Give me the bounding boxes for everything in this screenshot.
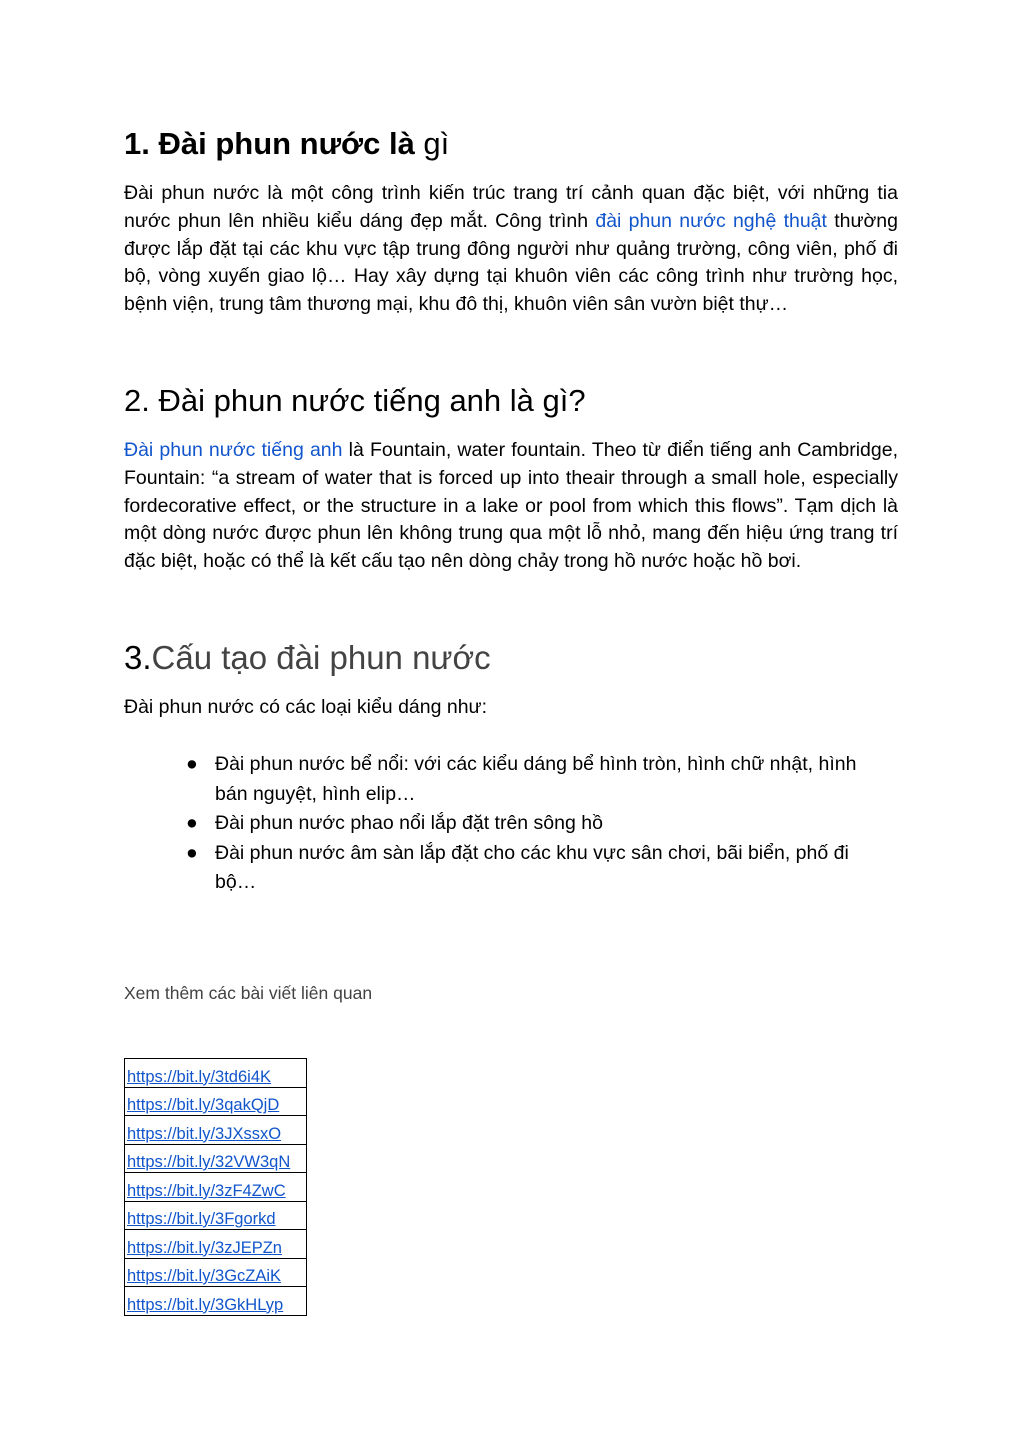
- heading-section-3: [124, 636, 491, 680]
- bullet-list: [186, 750, 866, 898]
- list-item-text: Đài phun nước phao nổi lắp đặt trên sông hồ: [215, 812, 603, 834]
- related-link[interactable]: https://bit.ly/32VW3qN: [127, 1153, 291, 1171]
- table-row: [125, 1173, 307, 1202]
- list-item: [186, 750, 866, 809]
- table-cell: [125, 1173, 307, 1202]
- related-link[interactable]: https://bit.ly/3qakQjD: [127, 1096, 280, 1114]
- table-row: [125, 1258, 307, 1287]
- table-cell: [125, 1230, 307, 1259]
- table-cell: [125, 1087, 307, 1116]
- bullet-icon: ●: [186, 812, 198, 834]
- heading-section-3-text: Cấu tạo đài phun nước: [151, 639, 491, 676]
- table-row: [125, 1116, 307, 1145]
- related-links-table: [124, 1058, 307, 1316]
- related-link[interactable]: https://bit.ly/3zJEPZn: [127, 1238, 282, 1257]
- paragraph-section-2: [124, 437, 898, 576]
- list-item-text: Đài phun nước âm sàn lắp đặt cho các khu vực sân chơi, bãi biển, phố đi bộ…: [215, 841, 849, 893]
- bullet-icon: ●: [186, 841, 198, 864]
- bullet-icon: ●: [186, 753, 198, 775]
- table-cell: [125, 1144, 307, 1173]
- table-row: [125, 1201, 307, 1230]
- table-row: [125, 1144, 307, 1173]
- paragraph-text: là Fountain, water fountain. Theo từ điển tiếng anh Cambridge, Fountain: “a stream of water that is forced up into theair through a small hole, especially fordecorative effect, or the structure in a lake or pool from which this flows”. Tạm dịch là một dòng nước được phun lên không trung qua một lỗ nhỏ, mang đến hiệu ứng trang trí đặc biệt, hoặc có thể là kết cấu tạo nên dòng chảy trong hồ nước hoặc hồ bơi.: [124, 439, 898, 573]
- related-link[interactable]: https://bit.ly/3GcZAiK: [127, 1267, 282, 1285]
- list-item: [186, 839, 866, 898]
- paragraph-section-3-intro: Đài phun nước có các loại kiểu dáng như:: [124, 696, 488, 718]
- related-link[interactable]: https://bit.ly/3GkHLyp: [127, 1295, 284, 1314]
- table-cell: [125, 1116, 307, 1145]
- heading-section-2: 2. Đài phun nước tiếng anh là gì?: [124, 383, 586, 418]
- heading-section-1-rest: gì: [414, 126, 450, 161]
- paragraph-text: Đài phun nước là một công trình kiến trúc trang trí cảnh quan đặc biệt, với những tia nước phun lên nhiều kiểu dáng đẹp mắt. Công trình: [124, 182, 898, 232]
- table-row: [125, 1059, 307, 1088]
- table-cell: [125, 1258, 307, 1287]
- link-dai-phun-nuoc-nghe-thuat[interactable]: đài phun nước nghệ thuật: [595, 209, 827, 232]
- paragraph-section-1: [124, 180, 898, 319]
- table-cell: [125, 1201, 307, 1230]
- list-item-text: Đài phun nước bể nổi: với các kiểu dáng bể hình tròn, hình chữ nhật, hình bán nguyệt, hình elip…: [215, 753, 857, 805]
- table-row: [125, 1087, 307, 1116]
- heading-section-1: [124, 122, 449, 166]
- table-cell: [125, 1287, 307, 1316]
- heading-section-3-number: 3.: [124, 639, 152, 676]
- related-articles-label: Xem thêm các bài viết liên quan: [124, 983, 373, 1003]
- link-dai-phun-nuoc-tieng-anh[interactable]: Đài phun nước tiếng anh: [124, 439, 343, 461]
- table-row: [125, 1230, 307, 1259]
- related-link[interactable]: https://bit.ly/3JXssxO: [127, 1124, 282, 1143]
- paragraph-text: thường được lắp đặt tại các khu vực tập trung đông người như quảng trường, công viên, phố đi bộ, vòng xuyến giao lộ… Hay xây dựng tại khuôn viên các công trình như trường học, bệnh viện, trung tâm thương mại, khu đô thị, khuôn viên sân vườn biệt thự…: [124, 209, 899, 316]
- table-row: [125, 1287, 307, 1316]
- table-cell: [125, 1059, 307, 1088]
- list-item: [186, 809, 866, 839]
- heading-section-1-bold: 1. Đài phun nước là: [124, 126, 415, 161]
- related-link[interactable]: https://bit.ly/3Fgorkd: [127, 1210, 276, 1228]
- related-link[interactable]: https://bit.ly/3zF4ZwC: [127, 1181, 286, 1200]
- related-link[interactable]: https://bit.ly/3td6i4K: [127, 1067, 271, 1086]
